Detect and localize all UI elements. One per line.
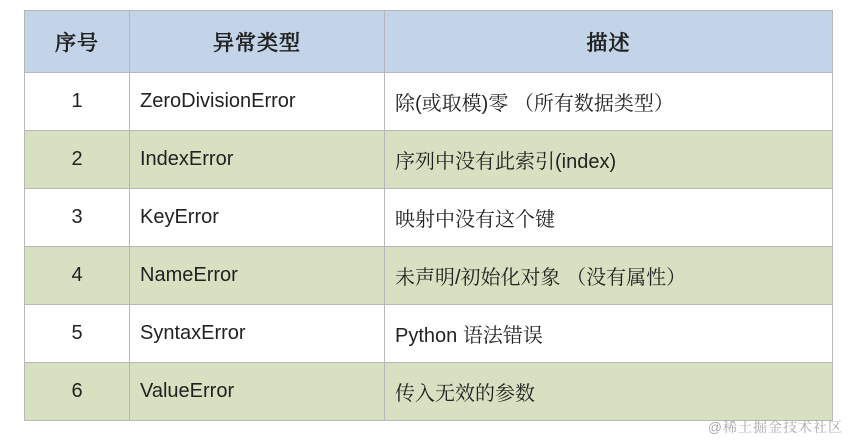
row-index: 6 [25,363,130,421]
column-header-index: 序号 [25,11,130,73]
exception-table-container [24,10,832,421]
row-description: 序列中没有此索引(index) [385,131,833,189]
table-row [25,131,833,189]
row-exception-type: ZeroDivisionError [130,73,385,131]
watermark: @稀土掘金技术社区 [707,419,843,435]
row-index: 4 [25,247,130,305]
row-index: 1 [25,73,130,131]
row-index: 2 [25,131,130,189]
column-header-description: 描述 [385,11,833,73]
table-row [25,189,833,247]
row-description: 除(或取模)零 （所有数据类型） [385,73,833,131]
row-exception-type: KeyError [130,189,385,247]
table-header-row [25,11,833,73]
row-exception-type: ValueError [130,363,385,421]
table-row [25,305,833,363]
row-description: 未声明/初始化对象 （没有属性） [385,247,833,305]
row-description: 映射中没有这个键 [385,189,833,247]
row-index: 5 [25,305,130,363]
row-exception-type: IndexError [130,131,385,189]
row-description: Python 语法错误 [385,305,833,363]
row-exception-type: NameError [130,247,385,305]
row-exception-type: SyntaxError [130,305,385,363]
table-row [25,363,833,421]
row-description: 传入无效的参数 [385,363,833,421]
row-index: 3 [25,189,130,247]
table-row [25,247,833,305]
table-row [25,73,833,131]
table-header [25,11,833,73]
table-body [25,73,833,421]
exception-table [24,10,833,421]
column-header-type: 异常类型 [130,11,385,73]
